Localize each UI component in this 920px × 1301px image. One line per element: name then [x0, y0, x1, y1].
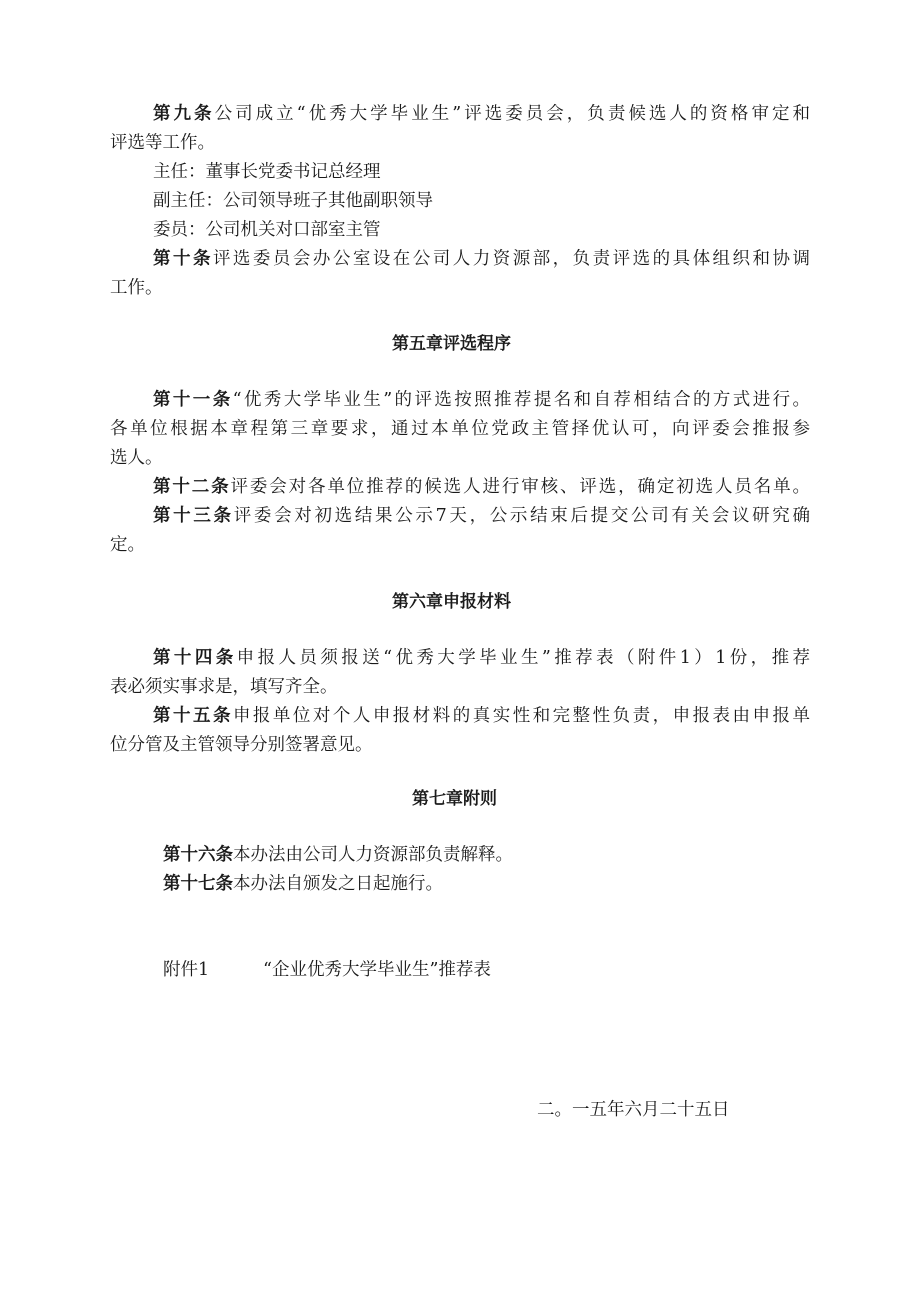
article-9-line-1 [153, 102, 810, 126]
article-10-text: 评选委员会办公室设在公司人力资源部，负责评选的具体组织和协调 [212, 249, 810, 269]
committee-members: 委员：公司机关对口部室主管 [153, 220, 381, 240]
chapter-6-title: 第六章申报材料 [392, 592, 511, 612]
article-16-label: 第十六条 [163, 845, 233, 865]
article-14-line-2: 表必须实事求是，填写齐全。 [110, 677, 338, 697]
article-14-label: 第十四条 [153, 648, 237, 668]
article-9-line-2: 评选等工作。 [110, 133, 215, 153]
article-11-line-2: 各单位根据本章程第三章要求，通过本单位党政主管择优认可，向评委会推报参 [110, 419, 810, 439]
article-9-label: 第九条 [153, 104, 215, 124]
article-10-label: 第十条 [153, 249, 213, 269]
committee-chair: 主任：董事长党委书记总经理 [153, 162, 381, 182]
article-15-text: 申报单位对个人申报材料的真实性和完整性负责，申报表由申报单 [232, 706, 810, 726]
chapter-5-title: 第五章评选程序 [392, 334, 511, 354]
issue-date: 二。一五年六月二十五日 [537, 1100, 730, 1120]
article-17-label: 第十七条 [163, 874, 233, 894]
article-11-label: 第十一条 [153, 390, 233, 410]
article-13-line-2: 定。 [110, 535, 145, 555]
article-13-label: 第十三条 [153, 506, 234, 526]
article-9-text: 公司成立“优秀大学毕业生”评选委员会，负责候选人的资格审定和 [214, 104, 810, 124]
article-11-text: “优秀大学毕业生”的评选按照推荐提名和自荐相结合的方式进行。 [232, 390, 810, 410]
article-10-line-1 [153, 247, 810, 271]
article-17-text: 本办法自颁发之日起施行。 [233, 874, 443, 894]
article-17-line-1 [163, 872, 443, 896]
chapter-7-title: 第七章附则 [412, 789, 497, 809]
article-12-label: 第十二条 [153, 477, 231, 497]
article-15-label: 第十五条 [153, 706, 233, 726]
article-13-line-1 [153, 504, 810, 528]
article-13-text: 评委会对初选结果公示7天，公示结束后提交公司有关会议研究确 [233, 506, 810, 526]
article-12-line-1 [153, 475, 810, 499]
article-15-line-2: 位分管及主管领导分别签署意见。 [110, 735, 373, 755]
committee-vice-chair: 副主任：公司领导班子其他副职领导 [153, 191, 433, 211]
article-10-line-2: 工作。 [110, 278, 163, 298]
article-14-text: 申报人员须报送“优秀大学毕业生”推荐表（附件1）1份，推荐 [236, 648, 810, 668]
article-11-line-3: 选人。 [110, 448, 163, 468]
attachment-title: “企业优秀大学毕业生”推荐表 [263, 960, 491, 980]
article-11-line-1 [153, 388, 810, 412]
article-14-line-1 [153, 646, 810, 670]
article-16-text: 本办法由公司人力资源部负责解释。 [233, 845, 513, 865]
article-16-line-1 [163, 843, 513, 867]
article-12-text: 评委会对各单位推荐的候选人进行审核、评选，确定初选人员名单。 [230, 477, 810, 497]
attachment-label: 附件1 [163, 960, 210, 980]
article-15-line-1 [153, 704, 810, 728]
